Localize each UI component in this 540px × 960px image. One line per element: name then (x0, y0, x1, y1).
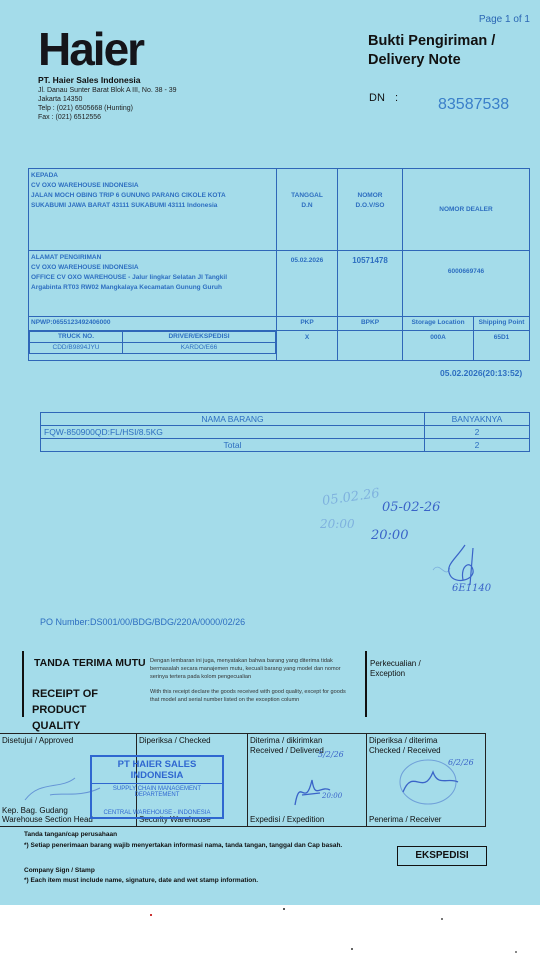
company-name: PT. Haier Sales Indonesia (38, 75, 141, 85)
delivered-role: Expedisi / Expedition (250, 815, 325, 824)
dn-label: DN (369, 92, 385, 104)
npwp-value: NPWP:0655123492406000 (29, 317, 277, 331)
items-table (40, 412, 530, 452)
kepada-label: KEPADA (31, 172, 58, 179)
dn-number: 83587538 (438, 96, 510, 113)
exception-label-en: Exception (370, 669, 406, 678)
stamp-line2: SUPPLY CHAIN MANAGEMENT DEPARTEMENT (112, 786, 202, 798)
delivered-sign-date: 5/2/26 (318, 750, 344, 759)
storage-value: 000A (403, 331, 474, 361)
company-note-title: Company Sign / Stamp (24, 867, 95, 874)
truck-value: CDD/B9894JYU (30, 343, 123, 354)
delivered-signature-icon (290, 765, 350, 815)
company-stamp (90, 755, 224, 819)
shipping-value: 65D1 (474, 331, 530, 361)
document-title-en: Delivery Note (368, 52, 461, 68)
delivered-label-id: Diterima / dikirimkan (250, 736, 323, 745)
receipt-title-id: TANDA TERIMA MUTU (34, 657, 146, 669)
col-nama-barang: NAMA BARANG (41, 413, 425, 426)
handwritten-scribble-icon (425, 540, 485, 590)
faint-handwritten-time: 20:00 (320, 517, 355, 531)
receipt-title-en-line1: RECEIPT OF PRODUCT (32, 688, 99, 716)
speck (351, 948, 353, 950)
dn-colon: : (395, 92, 399, 104)
nomor-header (338, 169, 403, 251)
delivered-label (250, 736, 324, 756)
handwritten-code: 6E1140 (452, 583, 492, 594)
consignee-address-2: SUKABUMI JAWA BARAT 43111 SUKABUMI 43111 Indonesia (31, 202, 218, 209)
ship-to-address-2: Argabinta RT03 RW02 Mangkalaya Kecamatan Gunung Guruh (31, 284, 222, 291)
received-role: Penerima / Receiver (369, 815, 442, 824)
document-title (368, 32, 495, 70)
approved-role-en: Warehouse Section Head (2, 815, 93, 824)
exception-label-id: Perkecualian / (370, 659, 421, 668)
ekspedisi-label: EKSPEDISI (397, 846, 487, 866)
item-name: FQW-850900QD:FL/HSI/8.5KG (41, 426, 425, 439)
pkp-label: PKP (277, 317, 338, 331)
speck (515, 951, 517, 953)
ship-to-address-1: OFFICE CV OXO WAREHOUSE - Jalur lingkar Selatan Jl Tangkil (31, 274, 228, 281)
speck (441, 918, 443, 920)
delivered-label-en: Received / Delivered (250, 746, 324, 755)
dealer-header: NOMOR DEALER (403, 169, 530, 251)
bpkp-value (338, 331, 403, 361)
sign-note-title: Tanda tangan/cap perusahaan (24, 831, 118, 838)
tanggal-label: TANGGAL (291, 192, 323, 199)
kepada-cell (29, 169, 277, 251)
fax-line: Fax : (021) 6512556 (38, 114, 102, 121)
print-datetime: 05.02.2026(20:13:52) (440, 368, 523, 378)
telp-line: Telp : (021) 6505668 (Hunting) (38, 105, 133, 112)
handwritten-time: 20:00 (371, 528, 409, 543)
truck-label: TRUCK NO. (30, 332, 123, 343)
shipping-label: Shipping Point (474, 317, 530, 331)
total-label: Total (41, 439, 425, 452)
total-value: 2 (425, 439, 530, 452)
approver-signature-icon (20, 770, 110, 810)
faint-handwritten-date: 05.02.26 (321, 486, 381, 509)
bpkp-label: BPKP (338, 317, 403, 331)
receipt-title-en-line2: QUALITY (32, 720, 81, 732)
storage-label: Storage Location (403, 317, 474, 331)
nomor-value: 10571478 (338, 251, 403, 317)
dn-label-cell: D.N (301, 202, 313, 209)
handwritten-date: 05-02-26 (382, 500, 441, 515)
page-indicator: Page 1 of 1 (478, 14, 530, 25)
truck-driver-cell (29, 331, 277, 361)
speck (150, 914, 152, 916)
sign-note-text: *) Setiap penerimaan barang wajib menyertakan informasi nama, tanda tangan, tanggal dan Cap basah. (24, 842, 343, 849)
speck (283, 908, 285, 910)
ship-to-name: CV OXO WAREHOUSE INDONESIA (31, 264, 139, 271)
checked-label: Diperiksa / Checked (139, 736, 211, 745)
checked-role: Security Warehouse (139, 815, 211, 824)
dovso-label: D.O.V/SO (355, 202, 385, 209)
driver-label: DRIVER/EKSPEDISI (123, 332, 276, 343)
alamat-cell (29, 251, 277, 317)
dealer-value: 6000669746 (403, 251, 530, 317)
address-line: Jl. Danau Sunter Barat Blok A III, No. 38 - 39 (38, 87, 177, 94)
po-number: PO Number:DS001/00/BDG/BDG/220A/0000/02/26 (40, 617, 246, 627)
pkp-value: X (277, 331, 338, 361)
alamat-label: ALAMAT PENGIRIMAN (31, 254, 102, 261)
receipt-desc-id: Dengan lembaran ini juga, menyatakan bahwa barang yang diterima tidak bermasalah secara manajemen mutu, kecuali barang yang model dan nomor serinya tertera pada kolom pengecualian (150, 658, 341, 680)
stamp-line3: CENTRAL WAREHOUSE - INDONESIA (103, 810, 211, 816)
consignee-table (28, 168, 530, 361)
stamp-line1: PT HAIER SALES INDONESIA (92, 757, 222, 784)
consignee-address-1: JALAN MOCH OBING TRIP 6 GUNUNG PARANG CIKOLE KOTA (31, 192, 226, 199)
col-banyaknya: BANYAKNYA (425, 413, 530, 426)
nomor-label: NOMOR (357, 192, 383, 199)
company-address (38, 86, 177, 122)
document-title-id: Bukti Pengiriman / (368, 33, 496, 49)
approved-role-id: Kep. Bag. Gudang (2, 806, 68, 815)
address-line: Jakarta 14350 (38, 96, 83, 103)
date-value: 05.02.2026 (277, 251, 338, 317)
delivered-sign-time: 20:00 (322, 792, 343, 800)
receipt-title-en (32, 686, 147, 734)
received-label-id: Diperiksa / diterima (369, 736, 438, 745)
receipt-desc-en: With this receipt declare the goods received with good quality, except for goods that model and serial number listed on the exception column (150, 689, 346, 703)
approved-label: Disetujui / Approved (2, 736, 74, 745)
item-qty: 2 (425, 426, 530, 439)
truck-driver-table (29, 331, 276, 354)
driver-value: KARDO/E66 (123, 343, 276, 354)
received-label-en: Checked / Received (369, 746, 441, 755)
company-note-text: *) Each item must include name, signature, date and wet stamp information. (24, 877, 259, 884)
haier-logo: Haier (38, 23, 144, 75)
exception-label (370, 659, 421, 679)
consignee-name: CV OXO WAREHOUSE INDONESIA (31, 182, 139, 189)
tanggal-header (277, 169, 338, 251)
receiver-sign-date: 6/2/26 (448, 758, 474, 767)
